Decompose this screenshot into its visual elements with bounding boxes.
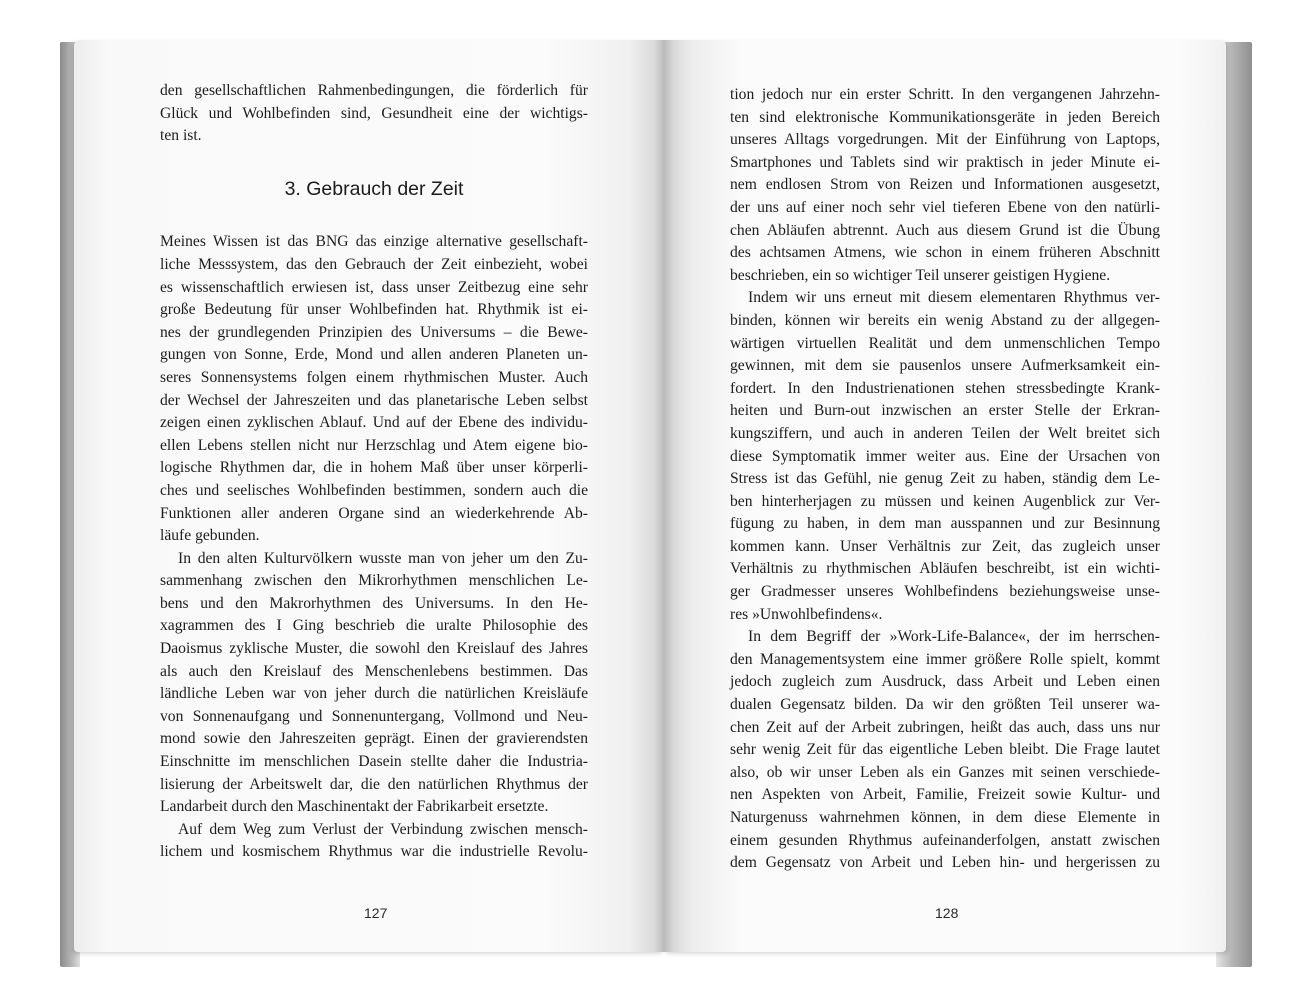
text-line: liche Messsystem, das den Gebrauch der Zeit einbezieht, wobei	[160, 255, 588, 273]
text-line: der uns auf einer noch sehr viel tieferen Ebene von den natürli-	[730, 198, 1160, 216]
text-line: läufe gebunden.	[160, 527, 260, 545]
text-line: ten ist.	[160, 127, 202, 145]
text-line: dualen Gegensatz bilden. Da wir den größten Teil unserer wa-	[730, 696, 1160, 714]
text-line: ellen Lebens stellen nicht nur Herzschlag und Atem eigene bio-	[160, 436, 588, 454]
text-line: logische Rhythmen dar, die in hohem Maß über unser körperli-	[160, 459, 588, 477]
section-heading: 3. Gebrauch der Zeit	[284, 177, 464, 200]
text-line: Indem wir uns erneut mit diesem elementaren Rhythmus ver-	[748, 289, 1160, 307]
text-line: nem endlosen Strom von Reizen und Informationen ausgesetzt,	[730, 176, 1160, 194]
text-line: der Wechsel der Jahreszeiten und das planetarische Leben selbst	[160, 391, 588, 409]
text-line: den Managementsystem eine immer größere Rolle spielt, kommt	[730, 650, 1160, 668]
text-line: wärtigen virtuellen Realität und dem unmenschlichen Tempo	[730, 334, 1160, 352]
text-line: nes der grundlegenden Prinzipien des Universums – die Bewe-	[160, 323, 588, 341]
text-line: ben hinterherjagen zu müssen und keinen Augenblick zur Ver-	[730, 492, 1160, 510]
text-line: Smartphones und Tablets sind wir praktisch in jeder Minute ei-	[730, 153, 1160, 171]
text-line: fordert. In den Industrienationen stehen stressbedingte Krank-	[730, 379, 1160, 397]
text-line: ger Gradmesser unseres Wohlbefindens beziehungsweise unse-	[730, 583, 1160, 601]
text-line: gewinnen, mit dem sie pausenlos unsere Aufmerksamkeit ein-	[730, 357, 1160, 375]
text-line: unseres Alltags vorgedrungen. Mit der Einführung von Laptops,	[730, 131, 1160, 149]
text-line: gungen von Sonne, Erde, Mond und allen anderen Planeten un-	[160, 346, 588, 364]
text-line: chen Zeit auf der Arbeit zubringen, heißt das auch, dass uns nur	[730, 718, 1160, 736]
text-line: dem Gegensatz von Arbeit und Leben hin- und hergerissen zu	[730, 854, 1160, 872]
text-line: mond sowie den Jahreszeiten geprägt. Einen der gravierendsten	[160, 730, 588, 748]
text-line: Verhältnis zu rhythmischen Abläufen beschreibt, ist ein wichti-	[730, 560, 1160, 578]
text-line: kungsziffern, und auch in anderen Teilen der Welt breitet sich	[730, 424, 1160, 442]
text-line: große Bedeutung für unser Wohlbefinden hat. Rhythmik ist ei-	[160, 301, 588, 319]
text-line: In dem Begriff der »Work-Life-Balance«, der im herrschen-	[748, 628, 1160, 646]
text-line: jedoch zugleich zum Ausdruck, dass Arbeit und Leben einen	[730, 673, 1160, 691]
text-line: lichem und kosmischem Rhythmus war die industrielle Revolu-	[160, 843, 588, 861]
text-line: xagrammen des I Ging beschrieb die uralte Philosophie des	[160, 617, 588, 635]
text-line: Glück und Wohlbefinden sind, Gesundheit eine der wichtigs-	[160, 104, 588, 122]
text-line: kommen kann. Unser Verhältnis zur Zeit, das zugleich unser	[730, 537, 1160, 555]
text-line: Funktionen aller anderen Organe sind an wiederkehrende Ab-	[160, 504, 588, 522]
text-line: es wissenschaftlich erwiesen ist, dass unser Zeitbezug eine sehr	[160, 278, 588, 296]
right-page-text	[730, 84, 1160, 875]
text-line: Naturgenuss wahrnehmen können, in dem diese Elemente in	[730, 809, 1160, 826]
text-line: ländliche Leben war von jeher durch die natürlichen Kreisläufe	[160, 685, 588, 703]
text-line: diese Symptomatik immer weiter aus. Eine der Ursachen von	[730, 447, 1160, 465]
text-line: tion jedoch nur ein erster Schritt. In den vergangenen Jahrzehn-	[730, 86, 1160, 103]
text-line: also, ob wir unser Leben als ein Ganzes mit seinen verschiede-	[730, 763, 1160, 781]
text-line: heiten und Burn-out inzwischen an erster Stelle der Erkran-	[730, 402, 1160, 420]
text-line: fügung zu haben, in dem man ausspannen und zur Besinnung	[730, 515, 1160, 533]
text-line: res »Unwohlbefindens«.	[730, 605, 883, 623]
text-line: In den alten Kulturvölkern wusste man von jeher um den Zu-	[178, 549, 588, 567]
text-line: binden, können wir bereits ein wenig Abstand zu der allgegen-	[730, 311, 1160, 329]
text-line: Daoismus zyklische Muster, die sowohl den Kreislauf des Jahres	[160, 640, 588, 658]
text-line: lisierung der Arbeitswelt dar, die den natürlichen Rhythmus der	[160, 775, 588, 793]
text-line: Einschnitte im menschlichen Dasein stellte daher die Industria-	[160, 753, 588, 771]
text-line: seres Sonnensystems folgen einem rhythmischen Muster. Auch	[160, 368, 588, 386]
text-line: als auch den Kreislauf des Menschenlebens bestimmen. Das	[160, 662, 588, 680]
text-line: ten sind elektronische Kommunikationsgeräte in jeden Bereich	[730, 108, 1160, 126]
text-line: des achtsamen Atmens, wie schon in einem früheren Abschnitt	[730, 244, 1160, 262]
page-number-right: 128	[935, 905, 959, 921]
text-line: von Sonnenaufgang und Sonnenuntergang, Vollmond und Neu-	[160, 707, 588, 725]
text-line: Meines Wissen ist das BNG das einzige alternative gesellschaft-	[160, 233, 588, 251]
text-line: nen Aspekten von Arbeit, Familie, Freizeit sowie Kultur- und	[730, 786, 1160, 804]
text-line: beschrieben, ein so wichtiger Teil unserer geistigen Hygiene.	[730, 266, 1111, 284]
text-line: Auf dem Weg zum Verlust der Verbindung zwischen mensch-	[178, 820, 588, 838]
text-line: Stress ist das Gefühl, nie genug Zeit zu haben, ständig dem Le-	[730, 470, 1160, 488]
text-line: den gesellschaftlichen Rahmenbedingungen, die förderlich für	[160, 82, 588, 99]
text-line: chen Abläufen abtrennt. Auch aus diesem Grund ist die Übung	[730, 221, 1160, 239]
left-page-text	[160, 80, 588, 864]
page-number-left: 127	[364, 905, 388, 921]
text-line: ches und seelisches Wohlbefinden bestimmen, sondern auch die	[160, 481, 588, 499]
text-line: einem gesunden Rhythmus aufeinanderfolgen, anstatt zwischen	[730, 831, 1160, 849]
text-line: Landarbeit durch den Maschinentakt der Fabrikarbeit ersetzte.	[160, 798, 549, 816]
book-gutter	[654, 40, 674, 952]
text-line: bens und den Makrorhythmen des Universums. In den He-	[160, 594, 588, 612]
text-line: sammenhang zwischen den Mikrorhythmen menschlichen Le-	[160, 572, 588, 590]
text-line: zeigen einen zyklischen Ablauf. Und auf der Ebene des individu-	[160, 414, 588, 432]
text-line: sehr wenig Zeit für das eigentliche Leben bleibt. Die Frage lautet	[730, 741, 1160, 759]
